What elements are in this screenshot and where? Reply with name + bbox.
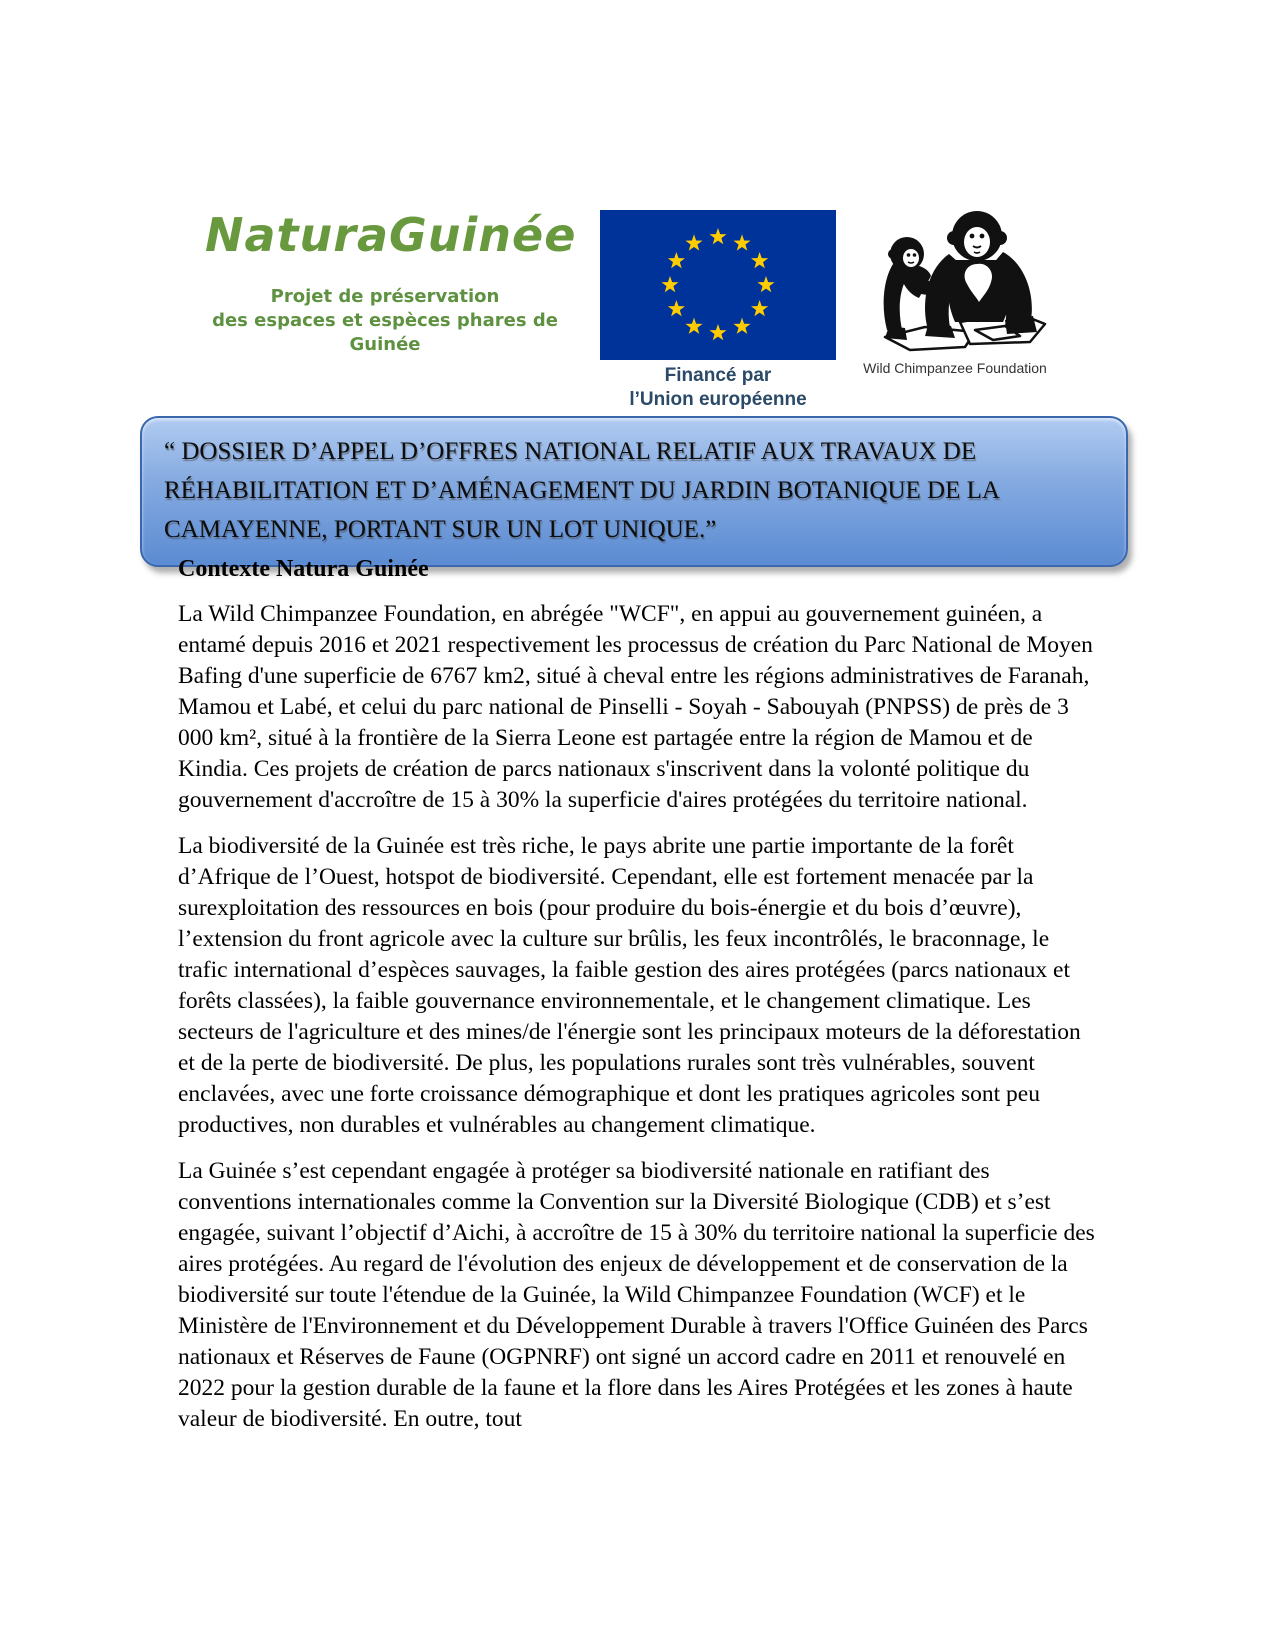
paragraph-1: La Wild Chimpanzee Foundation, en abrégée "WCF", en appui au gouvernement guinéen, a entamé depuis 2016 et 2021 respectivement les processus de création du Parc National de Moyen Bafing d'une superficie de 6767 km2, situé à cheval entre les régions administratives de Faranah, Mamou et Labé, et celui du parc national de Pinselli - Soyah - Sabouyah (PNPSS) de près de 3 000 km², situé à la frontière de la Sierra Leone est partagée entre la région de Mamou et de Kindia. Ces projets de création de parcs nationaux s'inscrivent dans la volonté politique du gouvernement d'accroître de 15 à 30% la superficie d'aires protégées du territoire national. bbox=[178, 601, 1093, 813]
context-heading: Contexte Natura Guinée bbox=[178, 556, 429, 582]
eu-funding-caption-line1: Financé par bbox=[664, 365, 772, 386]
eu-flag-icon bbox=[600, 210, 836, 360]
eu-funding-block bbox=[600, 210, 836, 412]
natura-guinee-tagline-line1: Projet de préservation bbox=[270, 285, 500, 307]
natura-guinee-logo bbox=[205, 208, 577, 357]
natura-guinee-tagline bbox=[205, 285, 565, 357]
paragraph-3: La Guinée s’est cependant engagée à protéger sa biodiversité nationale en ratifiant des conventions internationales comme la Convention sur la Diversité Biologique (CDB) et s’est engagée, suivant l’objectif d’Aichi, à accroître de 15 à 30% du territoire national la superficie des aires protégées. Au regard de l'évolution des enjeux de développement et de conservation de la biodiversité sur toute l'étendue de la Guinée, la Wild Chimpanzee Foundation (WCF) et le Ministère de l'Environnement et du Développement Durable à travers l'Office Guinéen des Parcs nationaux et Réserves de Faune (OGPNRF) ont signé un accord cadre en 2011 et renouvelé en 2022 pour la gestion durable de la faune et la flore dans les Aires Protégées et les zones à haute valeur de biodiversité. En outre, tout bbox=[178, 1158, 1095, 1432]
tender-title-text: “ DOSSIER D’APPEL D’OFFRES NATIONAL RELATIF AUX TRAVAUX DE RÉHABILITATION ET D’AMÉNAGEMENT DU JARDIN BOTANIQUE DE LA CAMAYENNE, PORTANT SUR UN LOT UNIQUE.” bbox=[164, 438, 999, 543]
wcf-logo-caption: Wild Chimpanzee Foundation bbox=[863, 360, 1047, 376]
document-body bbox=[178, 556, 1100, 1450]
wcf-logo-block bbox=[855, 202, 1055, 376]
chimpanzees-icon bbox=[855, 202, 1055, 358]
paragraph-2: La biodiversité de la Guinée est très riche, le pays abrite une partie importante de la forêt d’Afrique de l’Ouest, hotspot de biodiversité. Cependant, elle est fortement menacée par la surexploitation des ressources en bois (pour produire du bois-énergie et du bois d’œuvre), l’extension du front agricole avec la culture sur brûlis, les feux incontrôlés, le braconnage, le trafic international d’espèces sauvages, la faible gestion des aires protégées (parcs nationaux et forêts classées), la faible gouvernance environnementale, et le changement climatique. Les secteurs de l'agriculture et des mines/de l'énergie sont les principaux moteurs de la déforestation et de la perte de biodiversité. De plus, les populations rurales sont très vulnérables, souvent enclavées, avec une forte croissance démographique et dont les pratiques agricoles sont peu productives, non durables et vulnérables au changement climatique. bbox=[178, 833, 1081, 1138]
eu-funding-caption bbox=[600, 364, 836, 412]
natura-guinee-tagline-line2: des espaces et espèces phares de Guinée bbox=[212, 309, 558, 355]
natura-guinee-logo-title: NaturaGuinée bbox=[205, 208, 577, 262]
tender-title-banner bbox=[140, 416, 1128, 567]
eu-funding-caption-line2: l’Union européenne bbox=[629, 389, 807, 410]
